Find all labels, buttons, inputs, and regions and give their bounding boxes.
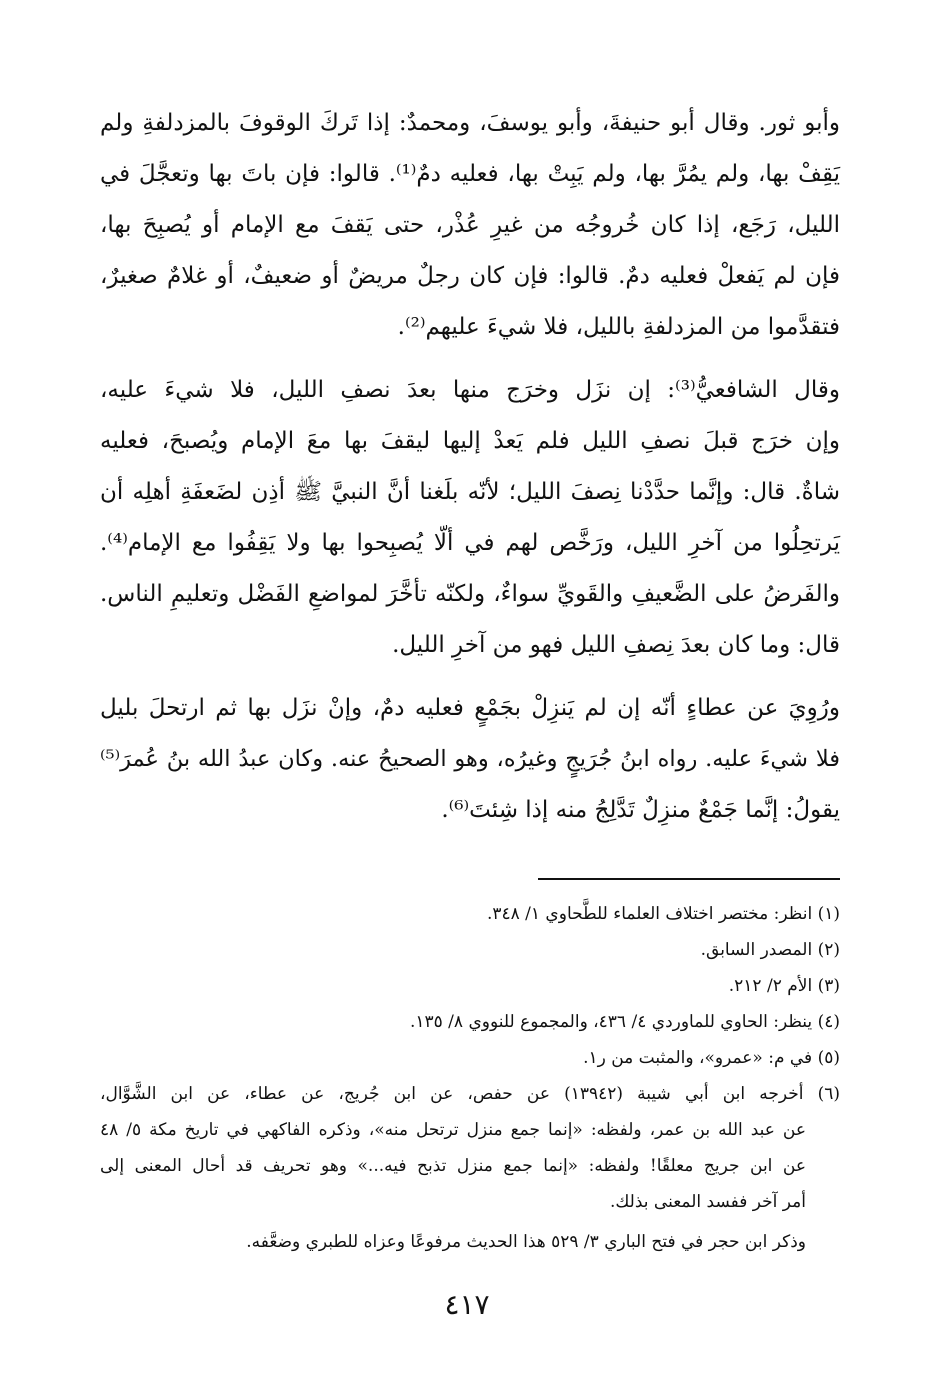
text-line: فتقدَّموا من المزدلفةِ بالليل، فلا شيءَ عليهم⁽²⁾.: [397, 314, 840, 340]
footnote-5: (٥) في م: «عمرو»، والمثبت من ر١.: [583, 1048, 840, 1068]
footnotes: [100, 896, 840, 1260]
text-line: يَرتحِلُوا من آخرِ الليل، ورَخَّص لهم في ألّا يُصبِحوا بها ولا يَقِفُوا مع الإمام⁽⁴⁾.: [100, 530, 840, 556]
text-line: وقال الشافعيُّ⁽³⁾: إن نزَل وخرَج منها بعدَ نصفِ الليل، فلا شيءَ عليه،: [100, 377, 840, 403]
footnote-4: (٤) ينظر: الحاوي للماوردي ٤/ ٤٣٦، والمجموع للنووي ٨/ ١٣٥.: [409, 1012, 840, 1032]
footnote-separator: [538, 878, 840, 880]
footnote-1: (١) انظر: مختصر اختلاف العلماء للطَّحاوي ١/ ٣٤٨.: [486, 904, 840, 924]
text-line: فلا شيءَ عليه. رواه ابنُ جُرَيجٍ وغيرُه، وهو الصحيحُ عنه. وكان عبدُ الله بنُ عُمرَ⁽⁵⁾: [100, 746, 840, 772]
footnote-3: (٣) الأم ٢/ ٢١٢.: [728, 976, 840, 996]
text-line: وإن خرَج قبلَ نصفِ الليل فلم يَعدْ إليها ليقفَ بها معَ الإمام ويُصبحَ، فعليه: [100, 428, 840, 454]
footnote-6-continuation: أمر آخر ففسد المعنى بذلك.: [609, 1192, 806, 1212]
text-line: ورُوِيَ عن عطاءٍ أنّه إن لم يَنزِلْ بجَمْعٍ فعليه دمٌ، وإنْ نزَل بها ثم ارتحلَ بليل: [100, 695, 840, 721]
paragraph-gap: [100, 671, 840, 683]
text-line: شاةٌ. قال: وإنَّما حدَّدْنا نِصفَ الليل؛ لأنّه بلَغنا أنَّ النبيَّ ﷺ أذِن لضَعفَةِ أهلِه أن: [100, 479, 840, 505]
footnote-6-continuation: عن عبد الله بن عمر، ولفظه: «إنما جمع منزل ترتحل منه»، وذكره الفاكهي في تاريخ مكة ٥/ ٤٨: [100, 1120, 806, 1140]
footnote-6-note: وذكر ابن حجر في فتح الباري ٣/ ٥٢٩ هذا الحديث مرفوعًا وعزاه للطبري وضعَّفه.: [246, 1232, 806, 1252]
main-text: [100, 98, 840, 836]
footnote-6: (٦) أخرجه ابن أبي شيبة (١٣٩٤٢) عن حفص، عن ابن جُريج، عن عطاء، عن ابن الشَّوَّال،: [100, 1084, 841, 1104]
text-line: فإن لم يَفعلْ فعليه دمٌ. قالوا: فإن كان رجلٌ مريضٌ أو ضعيفٌ، أو غلامٌ صغيرٌ،: [100, 263, 840, 289]
footnote-2: (٢) المصدر السابق.: [700, 940, 840, 960]
text-line: يَقِفْ بها، ولم يمُرَّ بها، ولم يَبِتْ بها، فعليه دمٌ⁽¹⁾. قالوا: فإن باتَ بها وتعجَّلَ في: [100, 161, 841, 187]
page-number: ٤١٧: [444, 1288, 490, 1321]
text-line: قال: وما كان بعدَ نِصفِ الليل فهو من آخرِ الليل.: [392, 632, 840, 658]
text-line: الليل، رَجَع، إذا كان خُروجُه من غيرِ عُذْر، حتى يَقفَ مع الإمام أو يُصبِحَ بها،: [100, 212, 840, 238]
text-line: وأبو ثور. وقال أبو حنيفةَ، وأبو يوسفَ، ومحمدٌ: إذا تَركَ الوقوفَ بالمزدلفةِ ولم: [100, 110, 840, 136]
footnote-6-continuation: عن ابن جريج معلقًا! ولفظه: «إنما جمع منزل تذبح فيه...» وهو تحريف قد أحال المعنى إلى: [100, 1156, 806, 1176]
paragraph-gap: [100, 353, 840, 365]
text-line: يقولُ: إنَّما جَمْعٌ منزِلٌ تَدَّلِجُ منه إذا شِئتَ⁽⁶⁾.: [441, 797, 840, 823]
text-line: والفَرضُ على الضَّعيفِ والقَويِّ سواءٌ، ولكنّه تأخَّرَ لمواضعِ الفَضْل وتعليمِ الناس.: [100, 581, 840, 607]
